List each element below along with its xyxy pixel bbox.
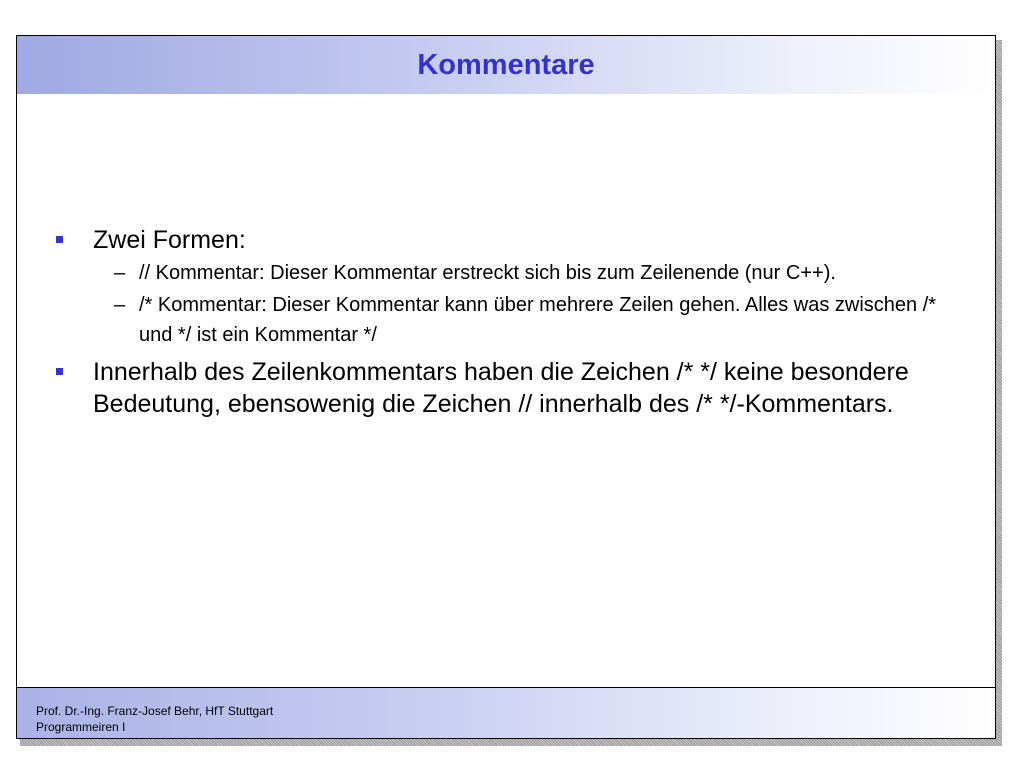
square-bullet-icon xyxy=(56,236,63,243)
sub-bullet-item xyxy=(53,290,953,350)
dash-marker: – xyxy=(114,262,126,284)
bullet-item xyxy=(53,356,953,420)
dash-marker: – xyxy=(114,294,126,316)
footer-bar xyxy=(17,687,995,738)
bullet-item xyxy=(53,224,953,256)
square-bullet-icon xyxy=(56,368,63,375)
slide-content xyxy=(53,224,953,420)
slide xyxy=(16,35,996,739)
slide-title: Kommentare xyxy=(417,49,595,81)
bullet-text: Innerhalb des Zeilenkommentars haben die Zeichen /* */ keine besondere Bedeutung, ebensowenig die Zeichen // innerhalb des /* */-Kommentars. xyxy=(93,358,909,418)
footer-text xyxy=(36,703,273,735)
footer-course: Programmeiren I xyxy=(36,720,126,734)
sub-bullet-item xyxy=(53,258,953,288)
title-bar xyxy=(17,36,995,94)
bullet-text: Zwei Formen: xyxy=(93,226,246,254)
sub-bullet-text: /* Kommentar: Dieser Kommentar kann über mehrere Zeilen gehen. Alles was zwischen /* und */ ist ein Kommentar */ xyxy=(139,294,937,346)
footer-author: Prof. Dr.-Ing. Franz-Josef Behr, HfT Stuttgart xyxy=(36,704,274,718)
sub-bullet-text: // Kommentar: Dieser Kommentar erstreckt sich bis zum Zeilenende (nur C++). xyxy=(139,262,836,284)
